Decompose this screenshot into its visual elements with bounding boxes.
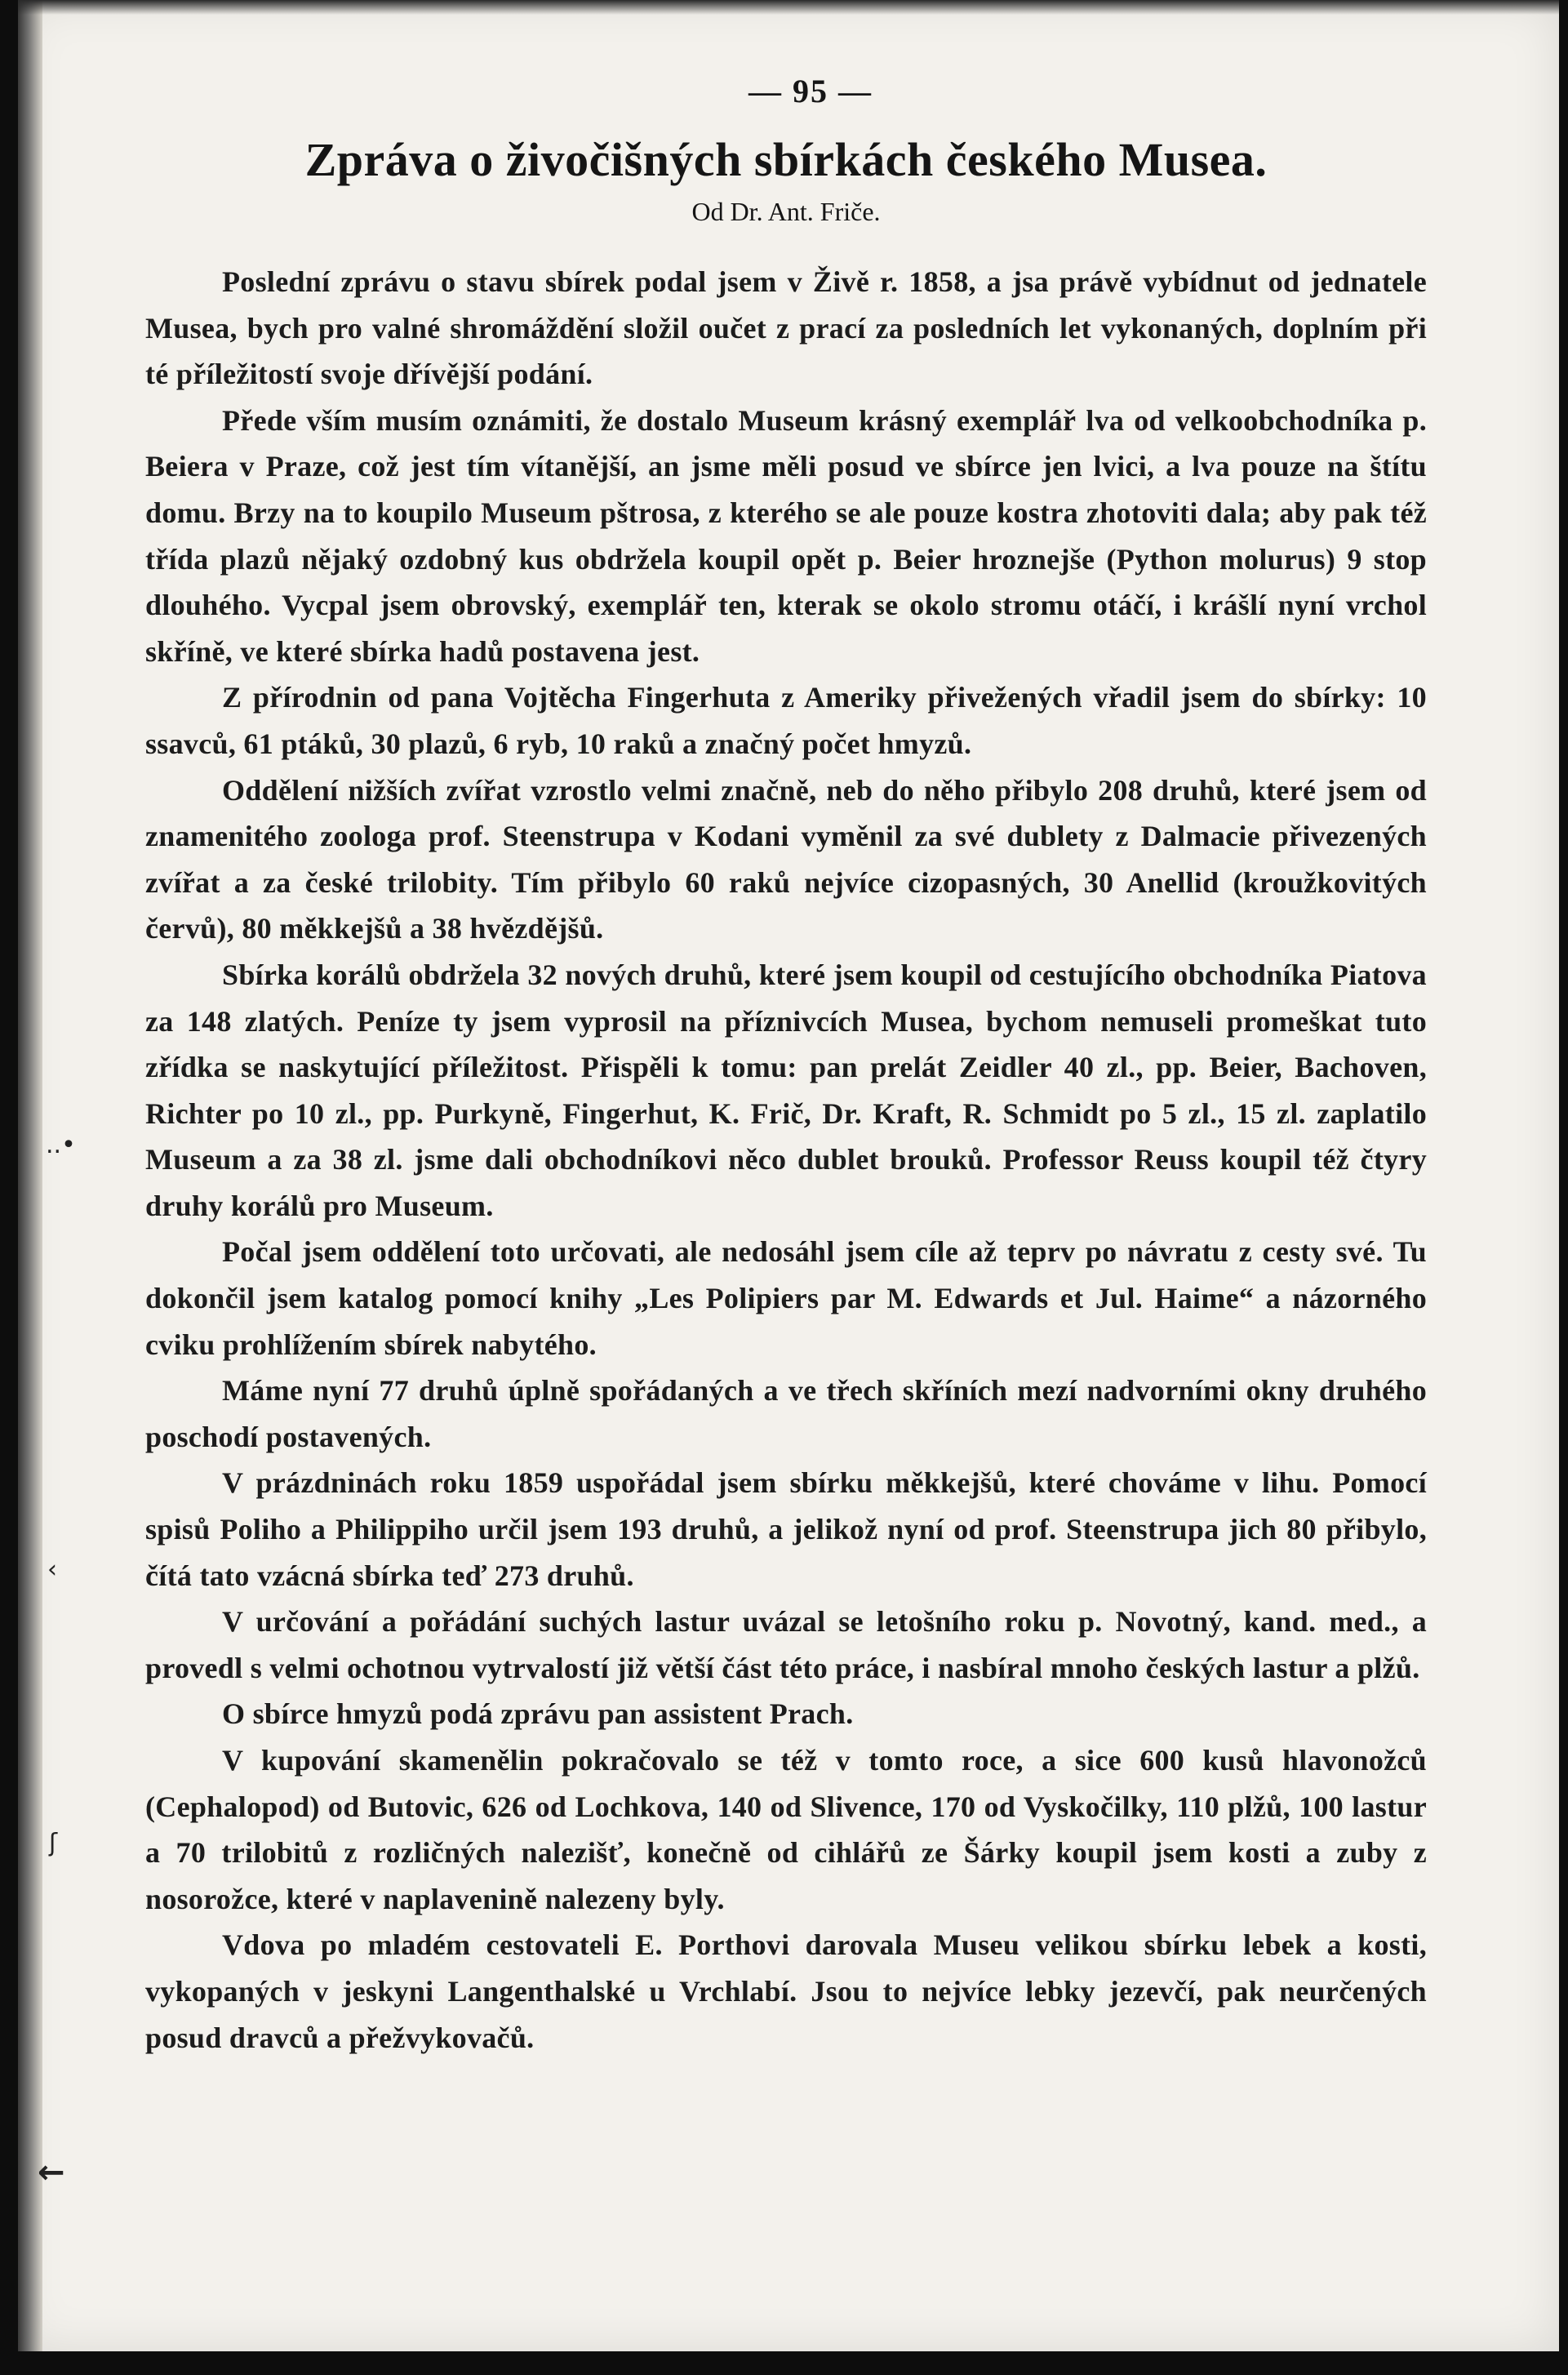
paragraph-1: Poslední zprávu o stavu sbírek podal jsem v Živě r. 1858, a jsa právě vybídnut od jednatele Musea, bych pro valné shromáždění složil oučet z prací za posledních let vykonaných, doplním při té příležitostí svoje dřívější podání. [145, 265, 1427, 391]
article-byline: Od Dr. Ant. Friče. [691, 197, 881, 226]
paragraph-6: Počal jsem oddělení toto určovati, ale nedosáhl jsem cíle až teprv po návratu z cesty své. Tu dokončil jsem katalog pomocí knihy „Les Polipiers par M. Edwards et Jul. Haime“ a názorného cviku prohlížením sbírek nabytého. [145, 1235, 1427, 1361]
paragraph-4: Oddělení nižších zvířat vzrostlo velmi značně, neb do něho přibylo 208 druhů, které jsem od znamenitého zoologa prof. Steenstrupa v Kodani vyměnil za své dublety z Dalmacie přivezených zvířat a za české trilobity. Tím přibylo 60 raků nejvíce cizopasných, 30 Anellid (kroužkovitých červů), 80 měkkejšů a 38 hvězdějšů. [145, 773, 1427, 945]
margin-mark-dots: ..• [46, 1131, 76, 1159]
page-top-edge [18, 0, 1559, 15]
paragraph-10: O sbírce hmyzů podá zprávu pan assistent Prach. [222, 1697, 854, 1731]
paragraph-2: Přede vším musím oznámiti, že dostalo Museum krásný exemplář lva od velkoobchodníka p. Beiera v Praze, což jest tím vítanější, an jsme měli posud ve sbírce jen lvici, a lva pouze na štítu domu. Brzy na to koupilo Museum pštrosa, z kterého se ale pouze kostra zhotoviti dala; aby pak též třída plazů nějaký ozdobný kus obdržela koupil opět p. Beier hroznejše (Python molurus) 9 stop dlouhého. Vycpal jsem obrovský, exemplář ten, kterak se okolo stromu otáčí, i krášlí nyní vrchol skříně, ve které sbírka hadů postavena jest. [145, 403, 1427, 668]
margin-mark-scribble: ʃ [49, 1829, 58, 1857]
article-body [145, 259, 1427, 2061]
book-binding-edge [18, 0, 42, 2351]
paragraph-9: V určování a pořádání suchých lastur uvázal se letošního roku p. Novotný, kand. med., a provedl s velmi ochotnou vytrvalostí již větší část této práce, i nasbíral mnoho českých lastur a plžů. [145, 1605, 1427, 1684]
margin-mark-bracket: ‹ [47, 1555, 57, 1584]
page-content [145, 72, 1427, 2061]
page-number: — 95 — [748, 73, 873, 109]
article-title: Zpráva o živočišných sbírkách českého Musea. [304, 133, 1268, 186]
paragraph-12: Vdova po mladém cestovateli E. Porthovi darovala Museu velikou sbírku lebek a kosti, vykopaných v jeskyni Langenthalské u Vrchlabí. Jsou to nejvíce lebky jezevčí, pak neurčených posud dravců a přežvykovačů. [145, 1928, 1427, 2054]
paragraph-8: V prázdninách roku 1859 uspořádal jsem sbírku měkkejšů, které chováme v lihu. Pomocí spisů Poliho a Philippiho určil jsem 193 druhů, a jelikož nyní od prof. Steenstrupa jich 80 přibylo, čítá tato vzácná sbírka teď 273 druhů. [145, 1466, 1427, 1592]
paragraph-11: V kupování skamenělin pokračovalo se též v tomto roce, a sice 600 kusů hlavonožců (Cephalopod) od Butovic, 626 od Lochkova, 140 od Slivence, 170 od Vyskočilky, 110 plžů, 100 lastur a 70 trilobitů z rozličných nalezišť, konečně od cihlářů ze Šárky koupil jsem kosti a zuby z nosorožce, které v naplavenině nalezeny byly. [145, 1744, 1427, 1915]
paragraph-7: Máme nyní 77 druhů úplně spořádaných a ve třech skříních mezí nadvorními okny druhého poschodí postavených. [145, 1374, 1427, 1453]
paragraph-5: Sbírka korálů obdržela 32 nových druhů, které jsem koupil od cestujícího obchodníka Piatova za 148 zlatých. Peníze ty jsem vyprosil na příznivcích Musea, bychom nemuseli promeškat tuto zřídka se naskytující příležitost. Přispěli k tomu: pan prelát Zeidler 40 zl., pp. Beier, Bachoven, Richter po 10 zl., pp. Purkyně, Fingerhut, K. Frič, Dr. Kraft, R. Schmidt po 5 zl., 15 zl. zaplatilo Museum a za 38 zl. jsme dali obchodníkovi něco dublet brouků. Professor Reuss koupil též čtyry druhy korálů pro Museum. [145, 958, 1427, 1222]
paragraph-3: Z přírodnin od pana Vojtěcha Fingerhuta z Ameriky přivežených vřadil jsem do sbírky: 10 ssavců, 61 ptáků, 30 plazů, 6 ryb, 10 raků a značný počet hmyzů. [145, 681, 1427, 760]
margin-arrow-icon: ← [38, 2154, 65, 2191]
